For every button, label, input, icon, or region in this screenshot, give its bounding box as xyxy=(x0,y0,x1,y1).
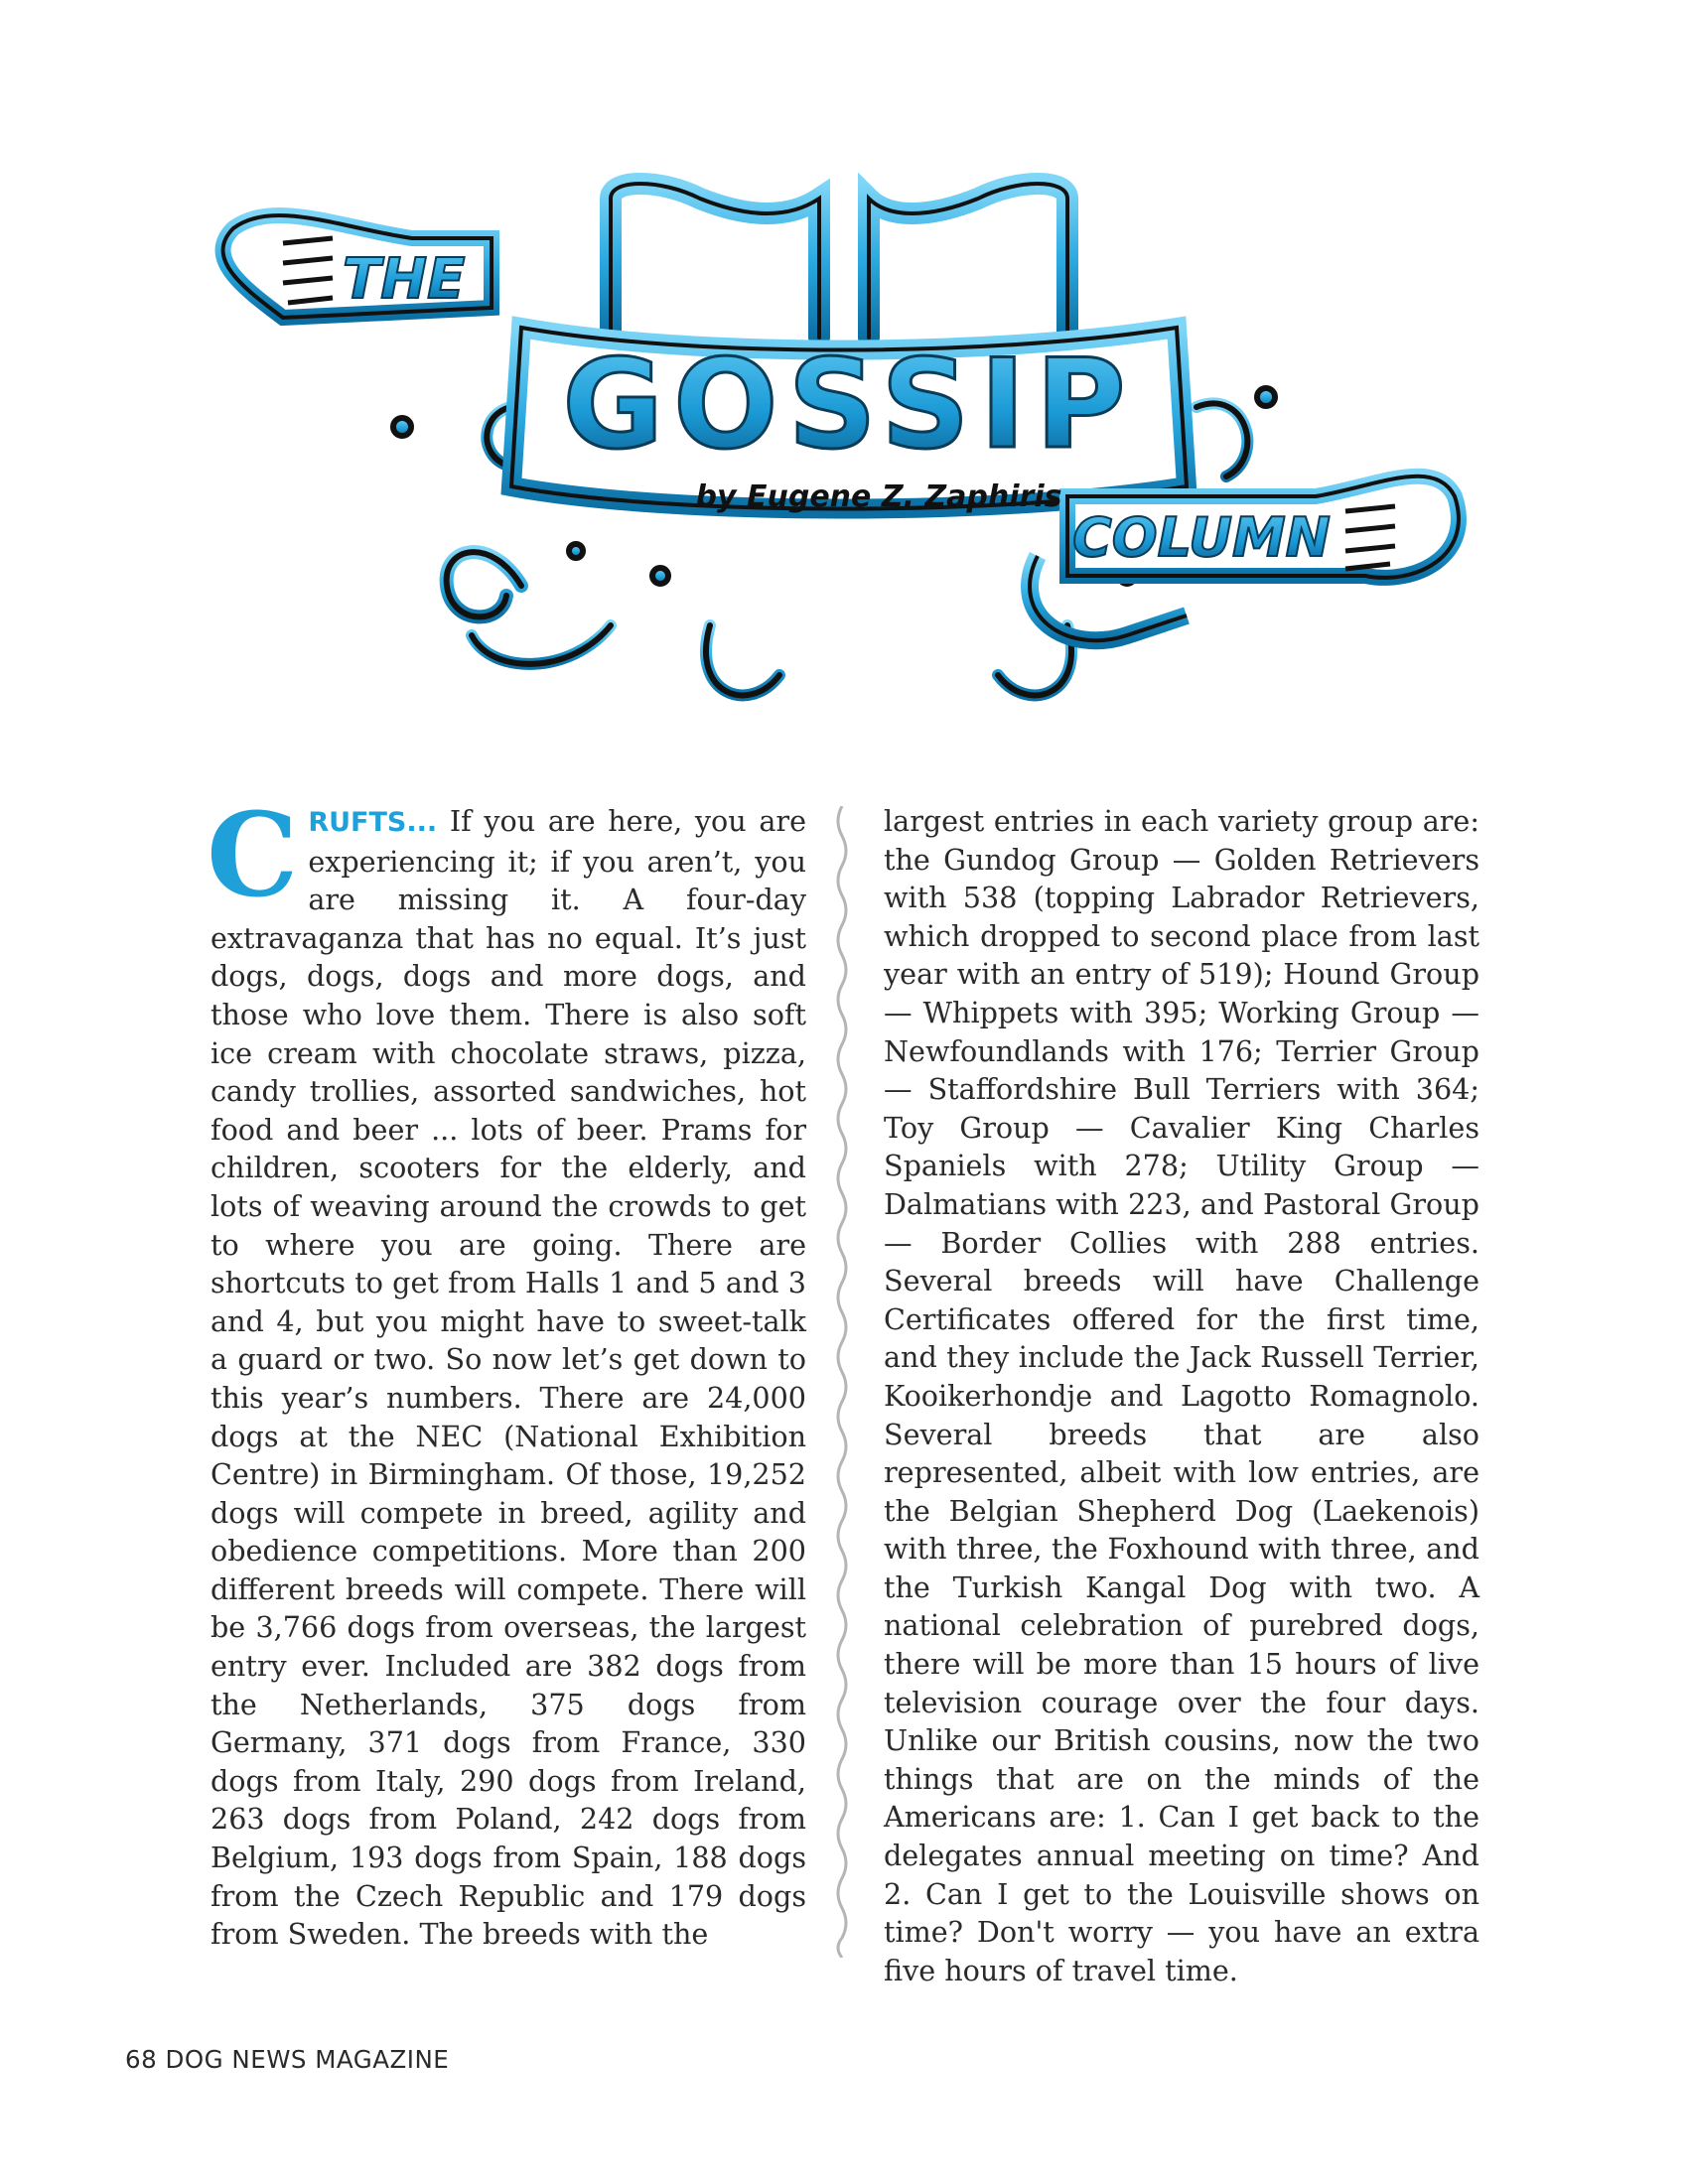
logo-the: THE xyxy=(343,247,466,312)
gossip-column-banner xyxy=(194,159,1484,735)
drop-cap: C xyxy=(207,788,299,923)
article-column-right xyxy=(884,802,1479,1989)
logo-column: COLUMN xyxy=(1072,506,1331,569)
lead-in: RUFTS... xyxy=(308,807,438,838)
column-divider xyxy=(832,806,852,1958)
left-column-text: If you are here, you are experiencing it; if you aren’t, you are missing it. A four-day extravaganza that has no equal. It’s just dogs, dogs, dogs and more dogs, and those who love them. There is also soft ice cream with chocolate straws, pizza, candy trollies, assorted sandwiches, hot food and beer ... lots of beer. Prams for children, scooters for the elderly, and lots of weaving around the crowds to get to where you are going. There are shortcuts to get from Halls 1 and 5 and 3 and 4, but you might have to sweet-talk a guard or two. So now let’s get down to this year’s numbers. There are 24,000 dogs at the NEC (National Exhibition Centre) in Birmingham. Of those, 19,252 dogs will compete in breed, agility and obedience competitions. More than 200 different breeds will compete. There will be 3,766 dogs from overseas, the largest entry ever. Included are 382 dogs from the Netherlands, 375 dogs from Germany, 371 dogs from France, 330 dogs from Italy, 290 dogs from Ireland, 263 dogs from Poland, 242 dogs from Belgium, 193 dogs from Spain, 188 dogs from the Czech Republic and 179 dogs from Sweden. The breeds with the xyxy=(211,804,807,1952)
logo-title: GOSSIP xyxy=(562,334,1136,477)
page-footer: 68 DOG NEWS MAGAZINE xyxy=(125,2045,450,2074)
top-handle-ornaments xyxy=(611,184,1067,338)
logo-byline: by Eugene Z. Zaphiris xyxy=(695,479,1062,514)
right-column-text: largest entries in each variety group are: the Gundog Group — Golden Retrievers with 538 (topping Labrador Retrievers, which dropped to second place from last year with an entry of 519); Hound Group — Whippets with 395; Working Group — Newfoundlands with 176; Terrier Group — Staffordshire Bull Terriers with 364; Toy Group — Cavalier King Charles Spaniels with 278; Utility Group — Dalmatians with 223, and Pastoral Group — Border Collies with 288 entries. Several breeds will have Challenge Certificates offered for the first time, and they include the Jack Russell Terrier, Kooikerhondje and Lagotto Romagnolo. Several breeds that are also represented, albeit with low entries, are the Belgian Shepherd Dog (Laekenois) with three, the Foxhound with three, and the Turkish Kangal Dog with two. A national celebration of purebred dogs, there will be more than 15 hours of live television courage over the four days. Unlike our British cousins, now the two things that are on the minds of the Americans are: 1. Can I get back to the delegates annual meeting on time? And 2. Can I get to the Louisville shows on time? Don't worry — you have an extra five hours of travel time. xyxy=(884,804,1479,1987)
article-column-left xyxy=(207,788,807,1954)
